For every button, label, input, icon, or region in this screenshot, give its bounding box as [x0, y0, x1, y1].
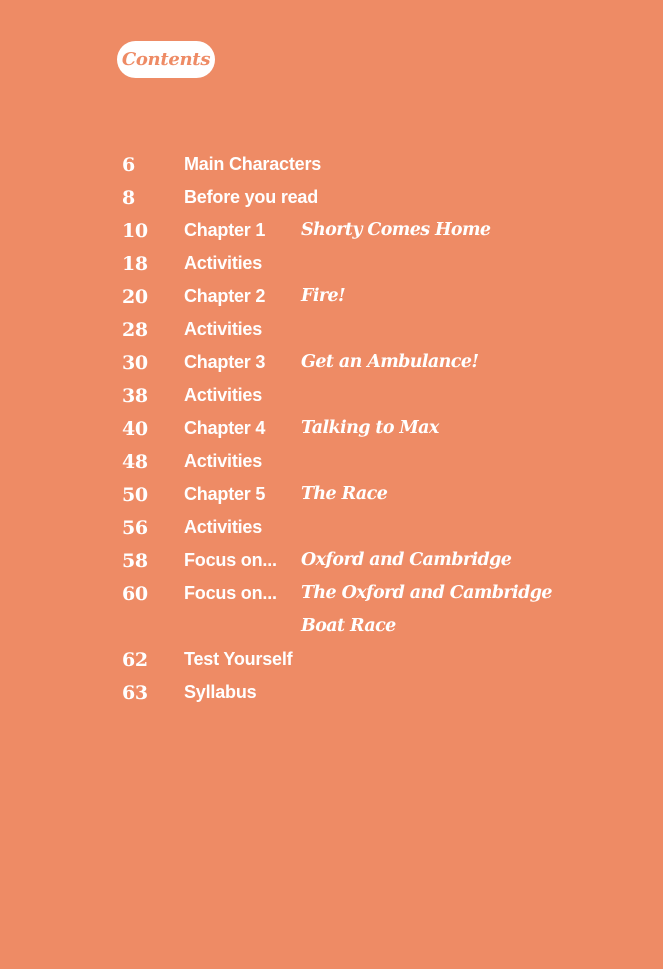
toc-page-number: 30: [122, 352, 148, 374]
toc-section-label: Chapter 2: [184, 286, 266, 306]
toc-row[interactable]: [122, 312, 642, 345]
toc-page-number: 63: [122, 682, 148, 704]
toc-page-number: 38: [122, 385, 148, 407]
toc-section-label: Before you read: [184, 187, 319, 207]
toc-chapter-title: The Race: [301, 484, 388, 504]
toc-section-label: Activities: [184, 385, 263, 405]
toc-page-number: 40: [122, 418, 148, 440]
toc-section-label: Activities: [184, 451, 263, 471]
toc-row[interactable]: [122, 213, 642, 246]
toc-row[interactable]: [122, 411, 642, 444]
toc-page-number: 28: [122, 319, 148, 341]
toc-section-label: Focus on...: [184, 583, 277, 603]
toc-row[interactable]: [122, 510, 642, 543]
toc-section-label: Syllabus: [184, 682, 257, 702]
toc-row[interactable]: [122, 147, 642, 180]
table-of-contents: [122, 147, 642, 708]
toc-row-continuation: [122, 609, 642, 642]
toc-row[interactable]: [122, 642, 642, 675]
toc-chapter-title: Talking to Max: [301, 418, 439, 438]
toc-section-label: Test Yourself: [184, 649, 293, 669]
toc-chapter-title: Boat Race: [301, 616, 396, 636]
toc-row[interactable]: [122, 444, 642, 477]
toc-section-label: Chapter 3: [184, 352, 266, 372]
toc-chapter-title: The Oxford and Cambridge: [301, 583, 552, 603]
toc-section-label: Chapter 4: [184, 418, 266, 438]
toc-page-number: 60: [122, 583, 148, 605]
toc-page-number: 48: [122, 451, 148, 473]
toc-chapter-title: Shorty Comes Home: [301, 220, 491, 240]
toc-page-number: 56: [122, 517, 148, 539]
toc-page-number: 62: [122, 649, 148, 671]
toc-row[interactable]: [122, 378, 642, 411]
toc-section-label: Activities: [184, 517, 263, 537]
toc-section-label: Activities: [184, 253, 263, 273]
toc-chapter-title: Oxford and Cambridge: [301, 550, 512, 570]
toc-row[interactable]: [122, 576, 642, 609]
toc-row[interactable]: [122, 279, 642, 312]
toc-page-number: 20: [122, 286, 148, 308]
toc-page-number: 50: [122, 484, 148, 506]
toc-page-number: 58: [122, 550, 148, 572]
toc-section-label: Activities: [184, 319, 263, 339]
toc-section-label: Chapter 1: [184, 220, 266, 240]
toc-section-label: Main Characters: [184, 154, 322, 174]
toc-row[interactable]: [122, 345, 642, 378]
toc-page-number: 8: [122, 187, 135, 209]
toc-row[interactable]: [122, 180, 642, 213]
toc-page-number: 18: [122, 253, 148, 275]
contents-heading: Contents: [121, 49, 211, 70]
toc-chapter-title: Get an Ambulance!: [301, 352, 479, 372]
toc-row[interactable]: [122, 477, 642, 510]
toc-chapter-title: Fire!: [301, 286, 346, 306]
toc-row[interactable]: [122, 543, 642, 576]
contents-heading-pill: [117, 41, 215, 78]
toc-section-label: Focus on...: [184, 550, 277, 570]
toc-row[interactable]: [122, 675, 642, 708]
toc-page-number: 10: [122, 220, 148, 242]
toc-page-number: 6: [122, 154, 135, 176]
toc-row[interactable]: [122, 246, 642, 279]
toc-section-label: Chapter 5: [184, 484, 266, 504]
